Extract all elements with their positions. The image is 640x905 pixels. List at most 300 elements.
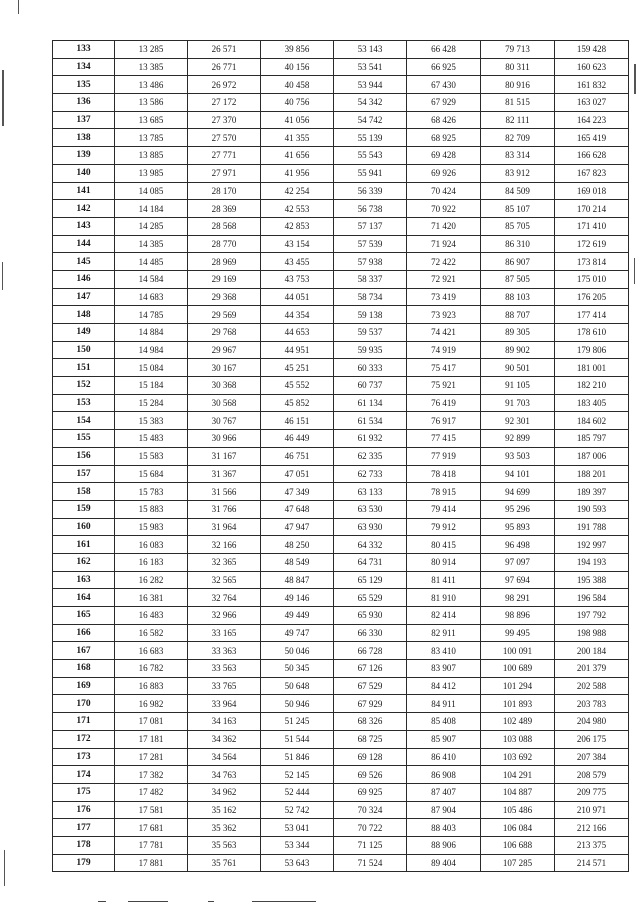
value-cell: 40 458 [261,76,334,94]
value-cell: 30 167 [188,359,261,377]
row-index-cell: 152 [53,377,115,395]
value-cell: 44 354 [261,306,334,324]
value-cell: 96 498 [481,536,555,554]
value-cell: 213 375 [555,836,629,854]
value-cell: 52 145 [261,766,334,784]
value-cell: 202 588 [555,677,629,695]
value-cell: 164 223 [555,111,629,129]
value-cell: 94 699 [481,483,555,501]
value-cell: 28 170 [188,182,261,200]
value-cell: 85 408 [407,713,481,731]
table-row [53,589,629,607]
value-cell: 14 385 [115,235,188,253]
value-cell: 43 753 [261,270,334,288]
value-cell: 86 908 [407,766,481,784]
row-index-cell: 134 [53,58,115,76]
value-cell: 59 138 [334,306,407,324]
value-cell: 53 041 [261,819,334,837]
value-cell: 47 349 [261,483,334,501]
value-cell: 26 771 [188,58,261,76]
value-cell: 46 751 [261,447,334,465]
value-cell: 67 126 [334,660,407,678]
table-row [53,607,629,625]
table-row [53,288,629,306]
row-index-cell: 164 [53,589,115,607]
value-cell: 214 571 [555,854,629,872]
value-cell: 67 929 [407,94,481,112]
value-cell: 75 417 [407,359,481,377]
table-row [53,164,629,182]
value-cell: 66 428 [407,41,481,59]
value-cell: 15 483 [115,430,188,448]
value-cell: 68 326 [334,713,407,731]
value-cell: 101 893 [481,695,555,713]
value-cell: 46 151 [261,412,334,430]
value-cell: 204 980 [555,713,629,731]
footer-rule [98,901,106,902]
row-index-cell: 162 [53,553,115,571]
value-cell: 30 966 [188,430,261,448]
value-cell: 57 938 [334,253,407,271]
value-cell: 31 566 [188,483,261,501]
value-cell: 43 154 [261,235,334,253]
value-cell: 35 362 [188,819,261,837]
value-cell: 29 768 [188,324,261,342]
row-index-cell: 142 [53,200,115,218]
value-cell: 159 428 [555,41,629,59]
value-cell: 17 681 [115,819,188,837]
value-cell: 28 770 [188,235,261,253]
value-cell: 48 847 [261,571,334,589]
table-row [53,147,629,165]
footer-rule [128,901,168,902]
table-row [53,324,629,342]
value-cell: 64 332 [334,536,407,554]
row-index-cell: 144 [53,235,115,253]
value-cell: 29 967 [188,341,261,359]
value-cell: 28 568 [188,217,261,235]
value-cell: 69 428 [407,147,481,165]
value-cell: 17 581 [115,801,188,819]
scan-edge-mark [4,850,5,886]
value-cell: 50 648 [261,677,334,695]
row-index-cell: 149 [53,324,115,342]
value-cell: 17 181 [115,730,188,748]
value-table [52,40,629,872]
value-cell: 17 081 [115,713,188,731]
value-cell: 29 169 [188,270,261,288]
value-cell: 56 738 [334,200,407,218]
value-cell: 45 251 [261,359,334,377]
value-cell: 200 184 [555,642,629,660]
value-cell: 17 281 [115,748,188,766]
value-cell: 15 583 [115,447,188,465]
value-cell: 17 382 [115,766,188,784]
value-cell: 69 925 [334,783,407,801]
value-cell: 92 899 [481,430,555,448]
value-cell: 81 515 [481,94,555,112]
value-cell: 210 971 [555,801,629,819]
value-cell: 79 414 [407,500,481,518]
value-cell: 179 806 [555,341,629,359]
table-row [53,235,629,253]
value-cell: 48 549 [261,553,334,571]
value-cell: 16 982 [115,695,188,713]
table-row [53,430,629,448]
value-cell: 53 541 [334,58,407,76]
scan-edge-mark [2,70,4,126]
value-cell: 45 552 [261,377,334,395]
row-index-cell: 167 [53,642,115,660]
table-row [53,836,629,854]
value-cell: 41 656 [261,147,334,165]
table-row [53,713,629,731]
value-cell: 58 734 [334,288,407,306]
value-cell: 50 345 [261,660,334,678]
value-cell: 80 916 [481,76,555,94]
value-cell: 62 335 [334,447,407,465]
value-cell: 61 534 [334,412,407,430]
row-index-cell: 136 [53,94,115,112]
table-row [53,483,629,501]
value-cell: 167 823 [555,164,629,182]
scan-edge-mark [634,64,636,94]
value-cell: 14 984 [115,341,188,359]
table-row [53,500,629,518]
table-row [53,447,629,465]
value-cell: 33 165 [188,624,261,642]
value-cell: 195 388 [555,571,629,589]
value-cell: 81 411 [407,571,481,589]
value-cell: 201 379 [555,660,629,678]
footer-rule [208,901,214,902]
value-cell: 183 405 [555,394,629,412]
value-cell: 84 911 [407,695,481,713]
value-cell: 103 692 [481,748,555,766]
value-cell: 198 988 [555,624,629,642]
value-cell: 163 027 [555,94,629,112]
value-cell: 34 362 [188,730,261,748]
value-cell: 54 342 [334,94,407,112]
value-cell: 165 419 [555,129,629,147]
value-cell: 57 137 [334,217,407,235]
value-cell: 86 410 [407,748,481,766]
value-cell: 41 355 [261,129,334,147]
value-cell: 29 368 [188,288,261,306]
value-cell: 80 415 [407,536,481,554]
table-row [53,76,629,94]
table-row [53,94,629,112]
value-cell: 66 728 [334,642,407,660]
table-row [53,783,629,801]
value-cell: 171 410 [555,217,629,235]
value-cell: 182 210 [555,377,629,395]
value-cell: 78 418 [407,465,481,483]
row-index-cell: 151 [53,359,115,377]
value-cell: 188 201 [555,465,629,483]
row-index-cell: 153 [53,394,115,412]
table-row [53,377,629,395]
table-row [53,854,629,872]
table-row [53,553,629,571]
value-cell: 77 415 [407,430,481,448]
row-index-cell: 148 [53,306,115,324]
value-cell: 104 291 [481,766,555,784]
value-cell: 27 172 [188,94,261,112]
value-cell: 40 756 [261,94,334,112]
table-row [53,571,629,589]
table-row [53,412,629,430]
value-cell: 31 167 [188,447,261,465]
value-cell: 13 285 [115,41,188,59]
value-cell: 177 414 [555,306,629,324]
value-cell: 172 619 [555,235,629,253]
value-cell: 55 139 [334,129,407,147]
value-cell: 187 006 [555,447,629,465]
value-cell: 15 383 [115,412,188,430]
value-cell: 49 747 [261,624,334,642]
value-cell: 191 788 [555,518,629,536]
value-cell: 52 742 [261,801,334,819]
value-cell: 27 370 [188,111,261,129]
value-cell: 63 133 [334,483,407,501]
value-cell: 178 610 [555,324,629,342]
value-cell: 91 703 [481,394,555,412]
value-cell: 100 091 [481,642,555,660]
value-cell: 82 111 [481,111,555,129]
value-cell: 15 883 [115,500,188,518]
value-cell: 56 339 [334,182,407,200]
table-row [53,341,629,359]
value-cell: 14 085 [115,182,188,200]
row-index-cell: 174 [53,766,115,784]
value-cell: 190 593 [555,500,629,518]
value-cell: 106 688 [481,836,555,854]
value-cell: 16 883 [115,677,188,695]
value-cell: 13 385 [115,58,188,76]
table-body [53,41,629,872]
value-cell: 26 571 [188,41,261,59]
value-cell: 13 486 [115,76,188,94]
value-cell: 88 906 [407,836,481,854]
value-cell: 97 097 [481,553,555,571]
value-cell: 53 944 [334,76,407,94]
value-cell: 176 205 [555,288,629,306]
value-cell: 31 367 [188,465,261,483]
row-index-cell: 176 [53,801,115,819]
row-index-cell: 158 [53,483,115,501]
value-cell: 203 783 [555,695,629,713]
value-cell: 27 771 [188,147,261,165]
value-cell: 15 783 [115,483,188,501]
value-cell: 101 294 [481,677,555,695]
value-cell: 90 501 [481,359,555,377]
value-cell: 192 997 [555,536,629,554]
value-cell: 70 922 [407,200,481,218]
value-cell: 71 125 [334,836,407,854]
value-cell: 34 763 [188,766,261,784]
value-cell: 16 381 [115,589,188,607]
table-row [53,394,629,412]
row-index-cell: 173 [53,748,115,766]
value-cell: 33 964 [188,695,261,713]
table-row [53,58,629,76]
table-row [53,129,629,147]
row-index-cell: 156 [53,447,115,465]
value-cell: 73 923 [407,306,481,324]
value-cell: 85 107 [481,200,555,218]
value-cell: 88 403 [407,819,481,837]
table-row [53,730,629,748]
table-row [53,695,629,713]
value-cell: 47 648 [261,500,334,518]
value-cell: 52 444 [261,783,334,801]
scan-edge-mark [634,258,635,284]
value-cell: 13 685 [115,111,188,129]
value-cell: 207 384 [555,748,629,766]
value-cell: 85 907 [407,730,481,748]
row-index-cell: 137 [53,111,115,129]
table-row [53,642,629,660]
row-index-cell: 143 [53,217,115,235]
row-index-cell: 178 [53,836,115,854]
value-cell: 35 563 [188,836,261,854]
value-cell: 72 921 [407,270,481,288]
value-cell: 15 983 [115,518,188,536]
value-cell: 16 483 [115,607,188,625]
value-cell: 84 412 [407,677,481,695]
value-cell: 16 683 [115,642,188,660]
value-cell: 35 761 [188,854,261,872]
value-cell: 51 846 [261,748,334,766]
value-cell: 32 565 [188,571,261,589]
value-cell: 76 419 [407,394,481,412]
value-cell: 55 543 [334,147,407,165]
value-cell: 17 881 [115,854,188,872]
value-cell: 41 956 [261,164,334,182]
table-row [53,518,629,536]
value-cell: 32 166 [188,536,261,554]
row-index-cell: 135 [53,76,115,94]
table-row [53,111,629,129]
value-cell: 44 951 [261,341,334,359]
value-cell: 28 969 [188,253,261,271]
value-cell: 69 926 [407,164,481,182]
value-cell: 63 530 [334,500,407,518]
value-cell: 105 486 [481,801,555,819]
value-cell: 15 284 [115,394,188,412]
row-index-cell: 133 [53,41,115,59]
value-cell: 103 088 [481,730,555,748]
value-cell: 44 653 [261,324,334,342]
value-cell: 78 915 [407,483,481,501]
value-cell: 106 084 [481,819,555,837]
value-cell: 27 570 [188,129,261,147]
value-cell: 42 853 [261,217,334,235]
table-row [53,217,629,235]
value-cell: 161 832 [555,76,629,94]
value-cell: 47 051 [261,465,334,483]
value-cell: 209 775 [555,783,629,801]
value-cell: 41 056 [261,111,334,129]
row-index-cell: 161 [53,536,115,554]
value-cell: 27 971 [188,164,261,182]
value-cell: 67 430 [407,76,481,94]
row-index-cell: 141 [53,182,115,200]
value-cell: 173 814 [555,253,629,271]
value-cell: 42 254 [261,182,334,200]
value-cell: 102 489 [481,713,555,731]
value-cell: 98 896 [481,607,555,625]
value-cell: 80 914 [407,553,481,571]
value-cell: 88 103 [481,288,555,306]
value-cell: 99 495 [481,624,555,642]
value-cell: 97 694 [481,571,555,589]
row-index-cell: 175 [53,783,115,801]
value-cell: 28 369 [188,200,261,218]
value-cell: 68 426 [407,111,481,129]
table-row [53,253,629,271]
value-cell: 86 310 [481,235,555,253]
value-cell: 14 485 [115,253,188,271]
value-cell: 67 529 [334,677,407,695]
value-cell: 33 363 [188,642,261,660]
value-cell: 83 314 [481,147,555,165]
value-cell: 59 935 [334,341,407,359]
value-cell: 60 333 [334,359,407,377]
value-cell: 65 129 [334,571,407,589]
row-index-cell: 157 [53,465,115,483]
value-cell: 170 214 [555,200,629,218]
value-cell: 53 344 [261,836,334,854]
value-cell: 14 184 [115,200,188,218]
table-row [53,200,629,218]
value-cell: 64 731 [334,553,407,571]
value-cell: 15 184 [115,377,188,395]
value-cell: 31 766 [188,500,261,518]
value-cell: 69 526 [334,766,407,784]
table-row [53,359,629,377]
row-index-cell: 179 [53,854,115,872]
table-row [53,465,629,483]
table-row [53,536,629,554]
value-cell: 17 482 [115,783,188,801]
value-cell: 46 449 [261,430,334,448]
table-row [53,270,629,288]
value-cell: 50 046 [261,642,334,660]
row-index-cell: 138 [53,129,115,147]
value-cell: 70 722 [334,819,407,837]
value-cell: 196 584 [555,589,629,607]
value-cell: 71 420 [407,217,481,235]
value-cell: 74 919 [407,341,481,359]
value-cell: 71 524 [334,854,407,872]
value-cell: 47 947 [261,518,334,536]
row-index-cell: 165 [53,607,115,625]
value-cell: 93 503 [481,447,555,465]
table-row [53,677,629,695]
value-cell: 39 856 [261,41,334,59]
value-cell: 54 742 [334,111,407,129]
value-cell: 40 156 [261,58,334,76]
value-cell: 66 330 [334,624,407,642]
value-cell: 61 134 [334,394,407,412]
value-cell: 88 707 [481,306,555,324]
value-cell: 82 911 [407,624,481,642]
value-cell: 185 797 [555,430,629,448]
value-cell: 32 764 [188,589,261,607]
value-cell: 34 962 [188,783,261,801]
